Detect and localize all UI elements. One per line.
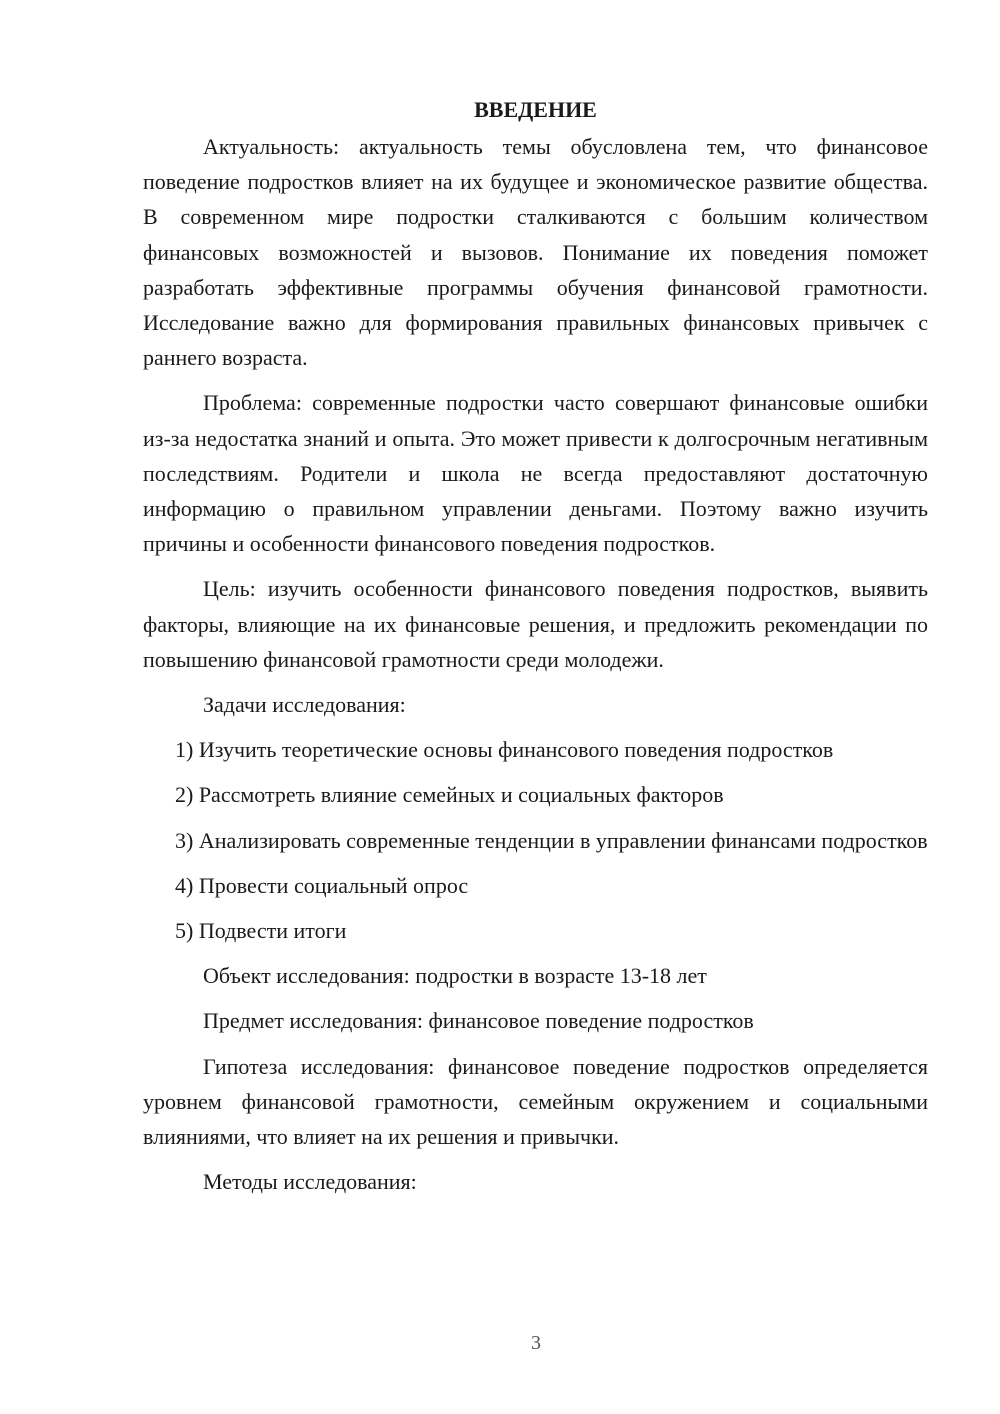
hypothesis-paragraph: Гипотеза исследования: финансовое поведение подростков определяется уровнем финансовой грамотности, семейным окружением и социальными влияниями, что влияет на их решения и привычки. [143,1053,928,1150]
goal-paragraph: Цель: изучить особенности финансового поведения подростков, выявить факторы, влияющие на их финансовые решения, и предложить рекомендации по повышению финансовой грамотности среди молодежи. [143,576,928,672]
task-item-1: 1) Изучить теоретические основы финансового поведения подростков [175,737,834,763]
problem-paragraph: Проблема: современные подростки часто совершают финансовые ошибки из-за недостатка знаний и опыта. Это может привести к долгосрочным негативным последствиям. Родители и школа не всегда предоставляют достаточную информацию о правильном управлении деньгами. Поэтому важно изучить причины и особенности финансового поведения подростков. [143,390,928,557]
task-item-4: 4) Провести социальный опрос [175,872,469,898]
page-number: 3 [531,1332,541,1354]
object-line: Объект исследования: подростки в возрасте 13-18 лет [203,963,707,989]
methods-heading: Методы исследования: [203,1169,417,1195]
task-item-5: 5) Подвести итоги [175,918,347,944]
task-item-2: 2) Рассмотреть влияние семейных и социальных факторов [175,782,724,808]
tasks-heading: Задачи исследования: [203,692,406,718]
relevance-paragraph: Актуальность: актуальность темы обусловлена тем, что финансовое поведение подростков влияет на их будущее и экономическое развитие общества. В современном мире подростки сталкиваются с большим количеством финансовых возможностей и вызовов. Понимание их поведения поможет разработать эффективные программы обучения финансовой грамотности. Исследование важно для формирования правильных финансовых привычек с раннего возраста. [143,134,928,371]
section-title: ВВЕДЕНИЕ [474,97,597,122]
document-page [143,92,928,1209]
subject-line: Предмет исследования: финансовое поведение подростков [203,1008,754,1034]
task-item-3: 3) Анализировать современные тенденции в управлении финансами подростков [175,827,928,853]
